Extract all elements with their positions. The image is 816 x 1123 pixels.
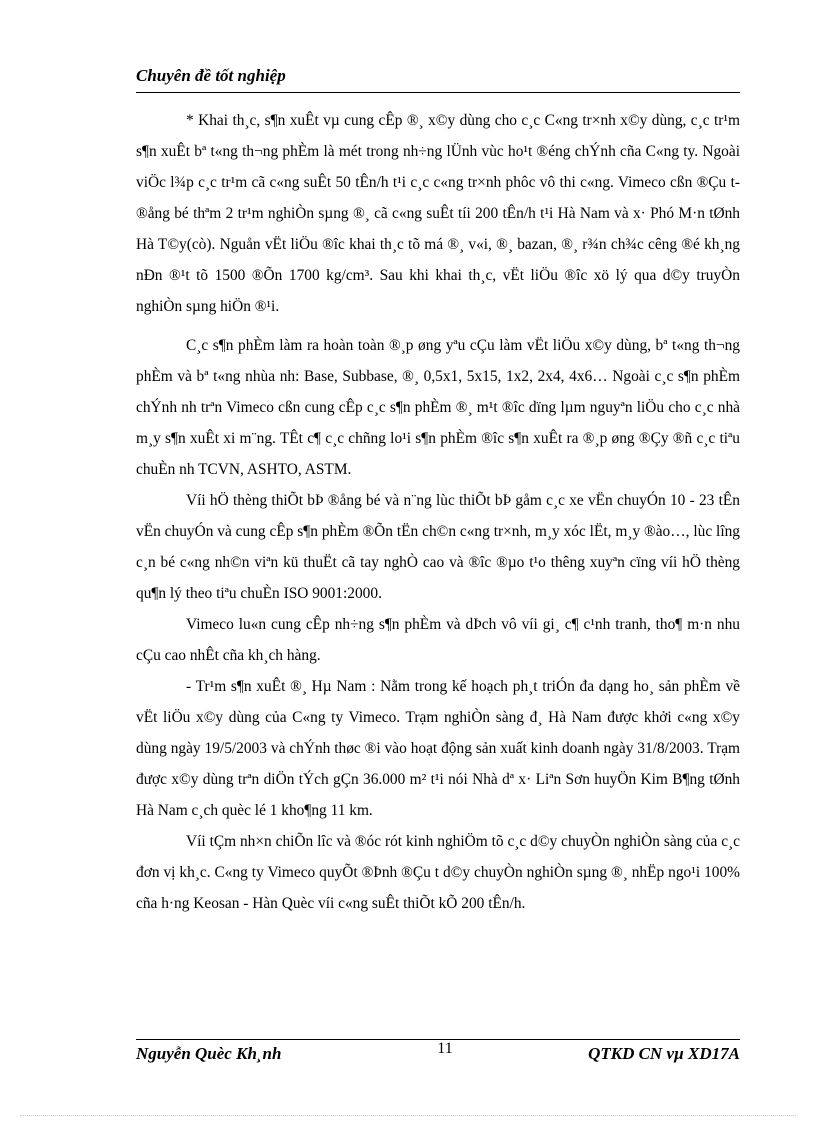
page-edge-divider <box>20 1115 796 1116</box>
footer-author: Nguyễn Quèc Kh¸nh <box>136 1044 282 1063</box>
paragraph: Vimeco lu«n cung cÊp nh÷ng s¶n phÈm và dÞch vô víi gi¸ c¶ c¹nh tranh, tho¶ m·n nhu cÇu cao nhÊt cña kh¸ch hàng. <box>136 616 740 664</box>
page-number: 11 <box>437 1040 453 1057</box>
paragraph: - Tr¹m s¶n xuÊt ®¸ Hµ Nam : Nằm trong kế hoạch ph¸t triÓn đa dạng ho¸ sản phÈm về vËt liÖu x©y dùng của C«ng ty Vimeco. Trạm nghiÒn sàng đ¸ Hà Nam được khởi c«ng x©y dùng ngày 19/5/2003 và chÝnh thøc ®i vào hoạt động sản xuất kinh doanh ngày 31/8/2003. Trạm được x©y dùng trªn diÖn tÝch gÇn 36.000 m² t¹i nói Nhà dª x· Liªn Sơn huyÖn Kim B¶ng tØnh Hà Nam c¸ch quèc lé 1 kho¶ng 11 km. <box>136 678 740 819</box>
header-divider <box>136 92 740 93</box>
paragraph: * Khai th¸c, s¶n xuÊt vµ cung cÊp ®¸ x©y dùng cho c¸c C«ng tr×nh x©y dùng, c¸c tr¹m s¶n xuÊt bª t«ng th¬ng phÈm là mét trong nh÷ng lÜnh vùc ho¹t ®éng chÝnh cña C«ng ty. Ngoài viÖc l¾p c¸c tr¹m cã c«ng suÊt 50 tÊn/h t¹i c¸c c«ng tr×nh phôc vô thi c«ng. Vimeco cßn ®Çu t ®ång bé thªm 2 tr¹m nghiÒn sµng ®¸ cã c«ng suÊt tíi 200 tÊn/h t¹i Hà Nam và x· Phó M·n tØnh Hà T©y(cò). Nguån vËt liÖu ®îc khai th¸c tõ má ®¸ v«i, ®¸ bazan, ®¸ r¾n ch¾c cêng ®é kh¸ng nÐn ®¹t tõ 1500 ®Õn 1700 kg/cm³. Sau khi khai th¸c, vËt liÖu ®îc xö lý qua d©y truyÒn nghiÒn sµng hiÖn ®¹i. <box>136 112 740 315</box>
footer-class-code: QTKD CN vµ XD17A <box>588 1044 740 1063</box>
document-body <box>136 105 740 919</box>
paragraph: Víi tÇm nh×n chiÕn lîc và ®óc rót kinh nghiÖm tõ c¸c d©y chuyÒn nghiÒn sàng của c¸c đơn vị kh¸c. C«ng ty Vimeco quyÕt ®Þnh ®Çu t d©y chuyÒn nghiÒn sµng ®¸ nhËp ngo¹i 100% cña h·ng Keosan - Hàn Quèc víi c«ng suÊt thiÕt kÕ 200 tÊn/h. <box>136 833 740 912</box>
paragraph: C¸c s¶n phÈm làm ra hoàn toàn ®¸p øng yªu cÇu làm vËt liÖu x©y dùng, bª t«ng th¬ng phÈm và bª t«ng nhùa nh: Base, Subbase, ®¸ 0,5x1, 5x15, 1x2, 2x4, 4x6… Ngoài c¸c s¶n phÈm chÝnh nh trªn Vimeco cßn cung cÊp c¸c s¶n phÈm ®¸ m¹t ®îc dïng lµm nguyªn liÖu cho c¸c nhà m¸y s¶n xuÊt xi m¨ng. TÊt c¶ c¸c chñng lo¹i s¶n phÈm ®îc s¶n xuÊt ra ®¸p øng ®Çy ®ñ c¸c tiªu chuÈn nh TCVN, ASHTO, ASTM. <box>136 337 740 478</box>
paragraph: Víi hÖ thèng thiÕt bÞ ®ång bé và n¨ng lùc thiÕt bÞ gåm c¸c xe vËn chuyÓn 10 - 23 tÊn vËn chuyÓn và cung cÊp s¶n phÈm ®Õn tËn ch©n c«ng tr×nh, m¸y xóc lËt, m¸y ®ào…, lùc lîng c¸n bé c«ng nh©n viªn kü thuËt cã tay nghÒ cao và ®îc ®µo t¹o thêng xuyªn cïng víi hÖ thèng qu¶n lý theo tiªu chuÈn ISO 9001:2000. <box>136 492 740 602</box>
page-header-title: Chuyên đề tốt nghiệp <box>136 66 286 85</box>
